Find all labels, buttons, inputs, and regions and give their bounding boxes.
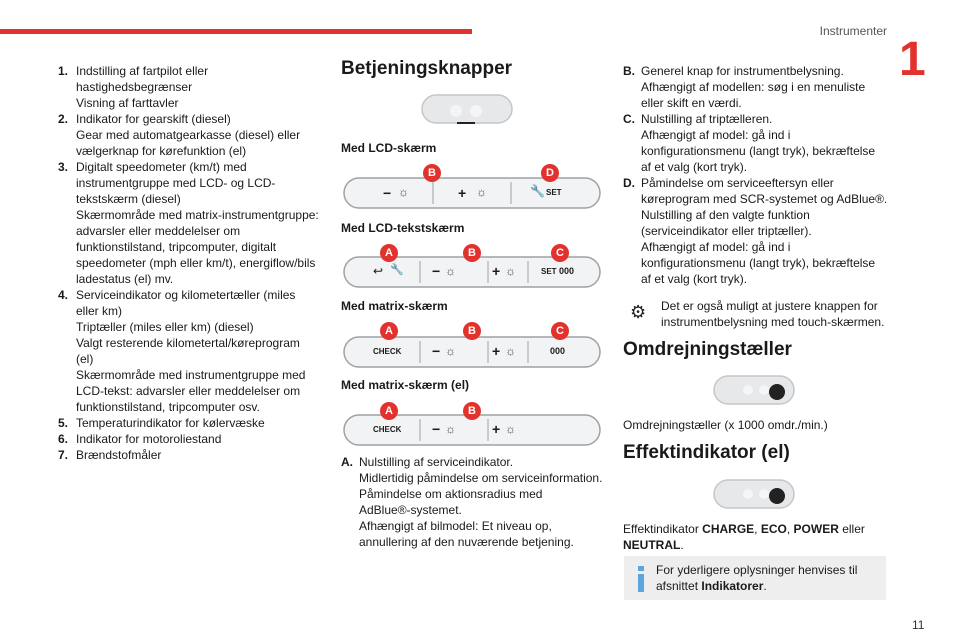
minus-icon[interactable]: − [432,421,441,437]
wrench-icon: 🔧 [530,184,545,198]
minus-icon[interactable]: − [432,343,441,359]
mode-power: POWER [793,522,839,536]
item-line: vælgerknap for kørefunktion (el) [76,144,247,158]
note-line: instrumentbelysning med touch-skærmen. [661,315,885,329]
item-line: Generel knap for instrumentbelysning. [641,64,844,78]
plus-icon[interactable]: + [492,421,501,437]
list-item [58,431,326,447]
item-line: (serviceindikator eller triptæller). [641,224,812,238]
lcd-text-subtitle: Med LCD-tekstskærm [341,221,465,235]
text-fragment: . [680,538,684,552]
text-fragment: , [754,522,761,536]
list-item [58,287,326,415]
list-item [58,111,326,159]
item-line: af et valg (kort tryk). [641,160,748,174]
item-line: AdBlue®-systemet. [359,503,462,517]
item-line: Digitalt speedometer (km/t) med [76,160,247,174]
link-indikatorer[interactable]: Indikatorer [701,579,764,593]
item-line: (el) [76,352,94,366]
item-line: Triptæller (miles eller km) (diesel) [76,320,254,334]
item-line: Brændstofmåler [76,448,162,462]
item-line: Visning af farttavler [76,96,179,110]
list-item [58,63,326,111]
item-letter: A. [341,455,353,469]
info-line: For yderligere oplysninger henvises til [656,563,858,577]
brightness-icon: ☼ [445,264,456,278]
text-fragment: afsnittet [656,579,702,593]
lcd-text-button-panel [343,244,601,292]
plus-icon[interactable]: + [492,263,501,279]
item-line: Valgt resterende kilometertal/køreprogram [76,336,300,350]
wrench-icon: 🔧 [390,264,404,276]
item-line: advarsler eller meddelelser om [76,224,241,238]
badge-a: A [380,322,398,340]
list-item [58,415,326,431]
badge-b: B [463,244,481,262]
badge-a: A [380,402,398,420]
item-number: 1. [58,64,69,78]
item-line: funktionstilstand, tripcomputer osv. [76,400,260,414]
touch-note [661,298,891,330]
badge-c: C [551,322,569,340]
chapter-number: 1 [899,33,926,86]
item-line: Afhængigt af bilmodel: Et niveau op, [359,519,552,533]
power-heading: Effektindikator (el) [623,442,790,463]
item-line: Nulstilling af den valgte funktion [641,208,810,222]
note-line: Det er også muligt at justere knappen for [661,299,878,313]
item-number: 3. [58,160,69,174]
text-fragment: , [786,522,794,536]
list-item [58,447,326,463]
header-accent-bar [0,29,472,34]
odometer-label: 000 [550,346,566,356]
controls-heading: Betjeningsknapper [341,58,513,79]
page-number: 11 [912,618,925,632]
item-line: hastighedsbegrænser [76,80,193,94]
check-label: CHECK [373,347,402,356]
info-box [624,556,886,600]
odometer-label: 000 [559,266,575,276]
set-label: SET [546,188,562,197]
item-line: LCD-tekst: advarsler eller meddelelser om [76,384,301,398]
item-line: Afhængigt af model: gå ind i [641,240,791,254]
matrix-button-panel [343,322,601,370]
item-line: Indikator for motoroliestand [76,432,222,446]
list-item [623,175,893,287]
instrument-legend-list [58,63,326,463]
item-line: Nulstilling af triptælleren. [641,112,773,126]
power-text [623,521,888,553]
item-letter: C. [623,112,635,126]
mode-charge: CHARGE [702,522,755,536]
lcd-subtitle: Med LCD-skærm [341,141,437,155]
lcd-button-panel [343,164,601,212]
item-line: Skærmområde med matrix-instrumentgruppe: [76,208,319,222]
return-icon: ↩ [373,264,384,278]
item-line: eller skift en værdi. [641,96,742,110]
instrument-cluster-thumbnail [420,93,516,129]
check-label: CHECK [373,425,402,434]
item-line: Afhængigt af modellen: søg i en menuliste [641,80,866,94]
minus-icon[interactable]: − [432,263,441,279]
item-number: 2. [58,112,69,126]
item-line: Indikator for gearskift (diesel) [76,112,231,126]
item-line: tekstskærm (diesel) [76,192,181,206]
item-number: 7. [58,448,69,462]
item-line: Nulstilling af serviceindikator. [359,455,514,469]
info-icon [636,566,646,592]
brightness-icon: ☼ [398,185,409,199]
item-line: Indstilling af fartpilot eller [76,64,209,78]
mode-eco: ECO [760,522,787,536]
item-letter: B. [623,64,635,78]
section-title: Instrumenter [819,24,887,38]
item-line: konfigurationsmenu (langt tryk), bekræftelse [641,256,876,270]
list-item [58,159,326,287]
brightness-icon: ☼ [445,422,456,436]
touch-settings-icon: ⚙ [630,302,647,322]
item-number: 6. [58,432,69,446]
rpm-cluster-thumbnail [712,372,798,408]
list-item [623,111,893,175]
item-line: Påmindelse om aktionsradius med [359,487,543,501]
item-line: speedometer (mph eller km/t), energiflow/bils [76,256,316,270]
item-line: Serviceindikator og kilometertæller (miles [76,288,296,302]
item-line: funktionstilstand, tripcomputer, digitalt [76,240,277,254]
matrix-subtitle: Med matrix-skærm [341,299,448,313]
text-fragment: Effektindikator [623,522,703,536]
rpm-heading: Omdrejningstæller [623,339,792,360]
item-number: 4. [58,288,69,302]
brightness-icon: ☼ [505,264,516,278]
power-cluster-thumbnail [712,476,798,512]
item-line: annullering af den nuværende betjening. [359,535,574,549]
list-item [623,63,893,111]
matrix-el-subtitle: Med matrix-skærm (el) [341,378,470,392]
item-line: eller km) [76,304,123,318]
list-item [341,454,611,550]
matrix-el-button-panel [343,402,601,450]
item-line: instrumentgruppe med LCD- og LCD- [76,176,276,190]
item-number: 5. [58,416,69,430]
item-line: Påmindelse om serviceeftersyn eller [641,176,834,190]
set-label: SET [541,267,557,276]
item-line: Afhængigt af model: gå ind i [641,128,791,142]
badge-d: D [541,164,559,182]
item-line: Midlertidig påmindelse om serviceinformation. [359,471,603,485]
text-fragment: . [763,579,767,593]
plus-icon[interactable]: + [458,185,467,201]
rpm-text: Omdrejningstæller (x 1000 omdr./min.) [623,418,828,432]
brightness-icon: ☼ [445,344,456,358]
item-line: af et valg (kort tryk). [641,272,748,286]
mode-neutral: NEUTRAL [623,538,681,552]
button-legend-list-b [623,63,893,287]
item-line: Temperaturindikator for kølervæske [76,416,265,430]
badge-c: C [551,244,569,262]
item-letter: D. [623,176,635,190]
badge-a: A [380,244,398,262]
brightness-icon: ☼ [476,185,487,199]
item-line: Gear med automatgearkasse (diesel) eller [76,128,301,142]
brightness-icon: ☼ [505,344,516,358]
text-fragment: eller [838,522,865,536]
badge-b: B [463,402,481,420]
brightness-icon: ☼ [505,422,516,436]
minus-icon[interactable]: − [383,185,392,201]
badge-b: B [463,322,481,340]
item-line: Skærmområde med instrumentgruppe med [76,368,306,382]
item-line: ladestatus (el) mv. [76,272,174,286]
button-legend-list-a [341,454,611,550]
plus-icon[interactable]: + [492,343,501,359]
item-line: køreprogram med SCR-systemet og AdBlue®. [641,192,888,206]
badge-b: B [423,164,441,182]
item-line: konfigurationsmenu (langt tryk), bekræftelse [641,144,876,158]
